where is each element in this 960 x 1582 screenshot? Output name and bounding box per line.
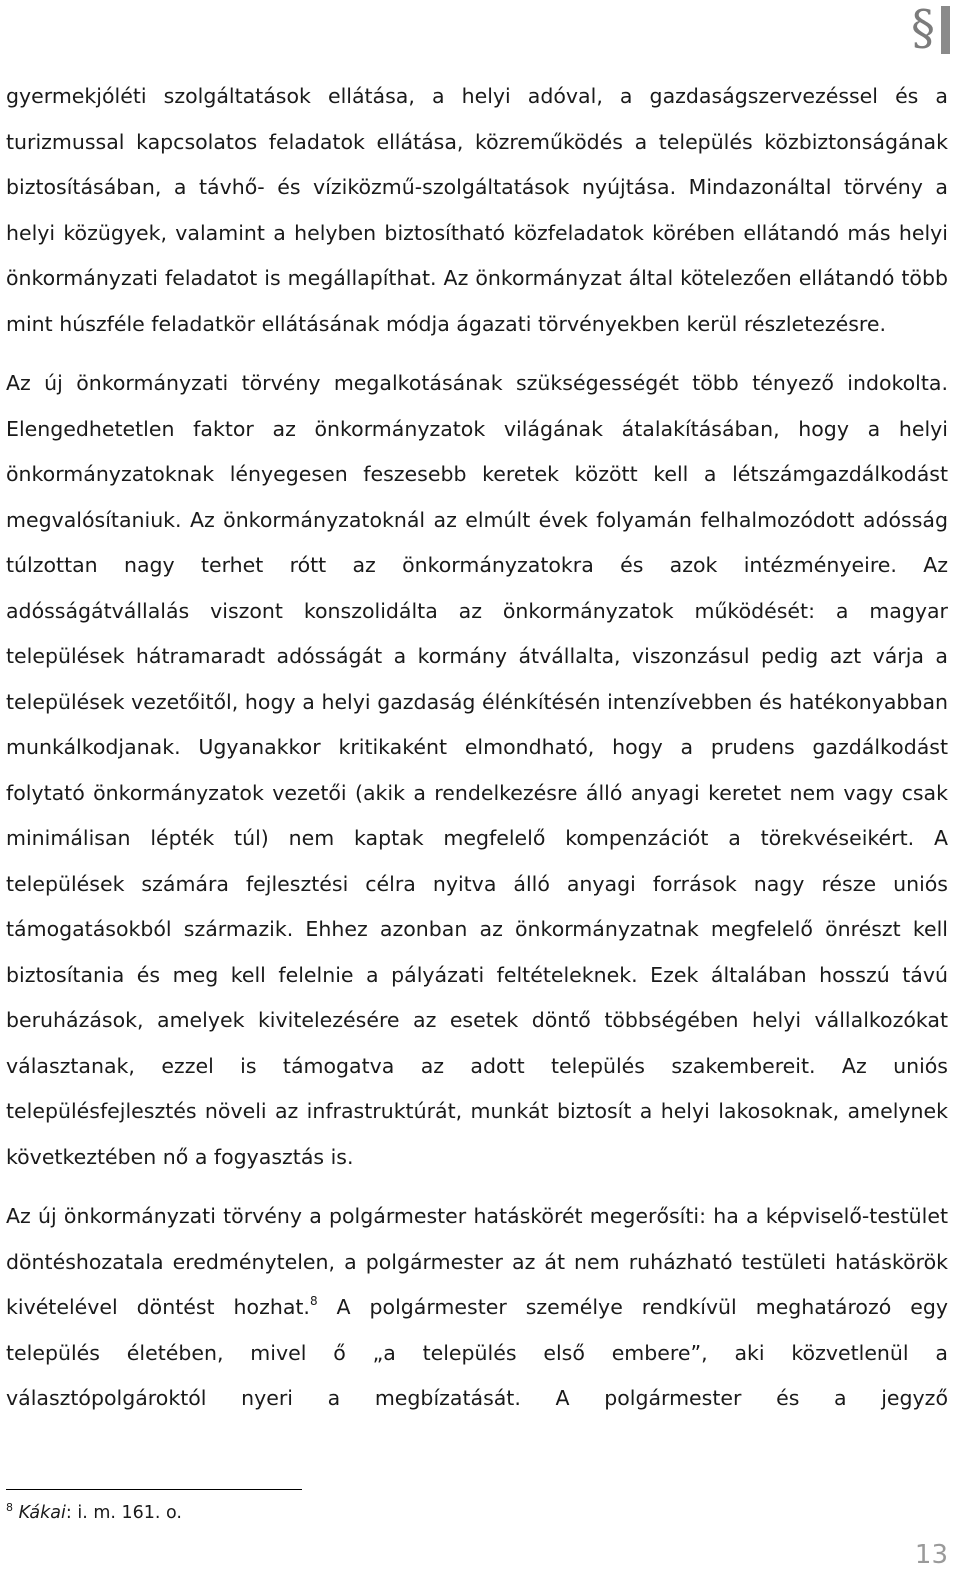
section-sign-icon: §: [911, 0, 935, 56]
paragraph-2: Az új önkormányzati törvény megalkotásának szükségességét több tényező indokolta. Elengedhetetlen faktor az önkormányzatok világának átalakításában, hogy a helyi önkormányzatoknak lényegesen feszesebb keretek között kell a létszámgazdálkodást megvalósítaniuk. Az önkormányzatoknál az elmúlt évek folyamán felhalmozódott adósság túlzottan nagy terhet rótt az önkormányzatokra és azok intézményeire. Az adósságátvállalás viszont konszolidálta az önkormányzatok működését: a magyar települések hátramaradt adósságát a kormány átvállalta, viszonzásul pedig azt várja a települések vezetőitől, hogy a helyi gazdaság élénkítésén intenzívebben és hatékonyabban munkálkodjanak. Ugyanakkor kritikaként elmondható, hogy a prudens gazdálkodást folytató önkormányzatok vezetői (akik a rendelkezésre álló anyagi keretet nem vagy csak minimálisan lépték túl) nem kaptak megfelelő kompenzációt a törekvéseikért. A települések számára fejlesztési célra nyitva álló anyagi források nagy része uniós támogatásokból származik. Ehhez azonban az önkormányzatnak megfelelő önrészt kell biztosítania és meg kell felelnie a pályázati feltételeknek. Ezek általában hosszú távú beruházások, amelyek kivitelezésére az esetek döntő többségében helyi vállalkozókat választanak, ezzel is támogatva az adott település szakembereit. Az uniós településfejlesztés növeli az infrastruktúrát, munkát biztosít a helyi lakosoknak, amelynek következtében nő a fogyasztás is.: [6, 371, 948, 1169]
footnote-number: 8: [6, 1501, 13, 1514]
paragraph-3-text-end: A polgármester személye rendkívül meghatározó egy település életében, mivel ő „a település első embere”, aki közvetlenül a választópolgároktól nyeri a megbízatását. A polgármester és a jegyző: [6, 1295, 948, 1410]
footnote: [6, 1500, 182, 1526]
logo-bar: [941, 6, 950, 54]
paragraph-3-text-start: Az új önkormányzati törvény a polgármester hatáskörét megerősíti: ha a képviselő-testület döntéshozatala eredménytelen, a polgármester az át nem ruházható testületi hatáskörök kivételével döntést hozhat.: [6, 1204, 948, 1319]
page-number: 13: [914, 1540, 948, 1570]
footnote-text: : i. m. 161. o.: [65, 1503, 182, 1523]
main-text: [6, 74, 948, 1422]
footnote-separator: [6, 1489, 302, 1490]
section-logo: [911, 2, 950, 54]
paragraph-1: gyermekjóléti szolgáltatások ellátása, a helyi adóval, a gazdaságszervezéssel és a turizmussal kapcsolatos feladatok ellátása, közreműködés a település közbiztonságának biztosításában, a távhő- és víziközmű-szolgáltatások nyújtása. Mindazonáltal törvény a helyi közügyek, valamint a helyben biztosítható közfeladatok körében ellátandó más helyi önkormányzati feladatot is megállapíthat. Az önkormányzat által kötelezően ellátandó több mint húszféle feladatkör ellátásának módja ágazati törvényekben kerül részletezésre.: [6, 84, 948, 336]
footnote-author: Kákai: [18, 1503, 66, 1523]
paragraph-3: [6, 1194, 948, 1422]
footnote-reference[interactable]: 8: [309, 1294, 318, 1308]
